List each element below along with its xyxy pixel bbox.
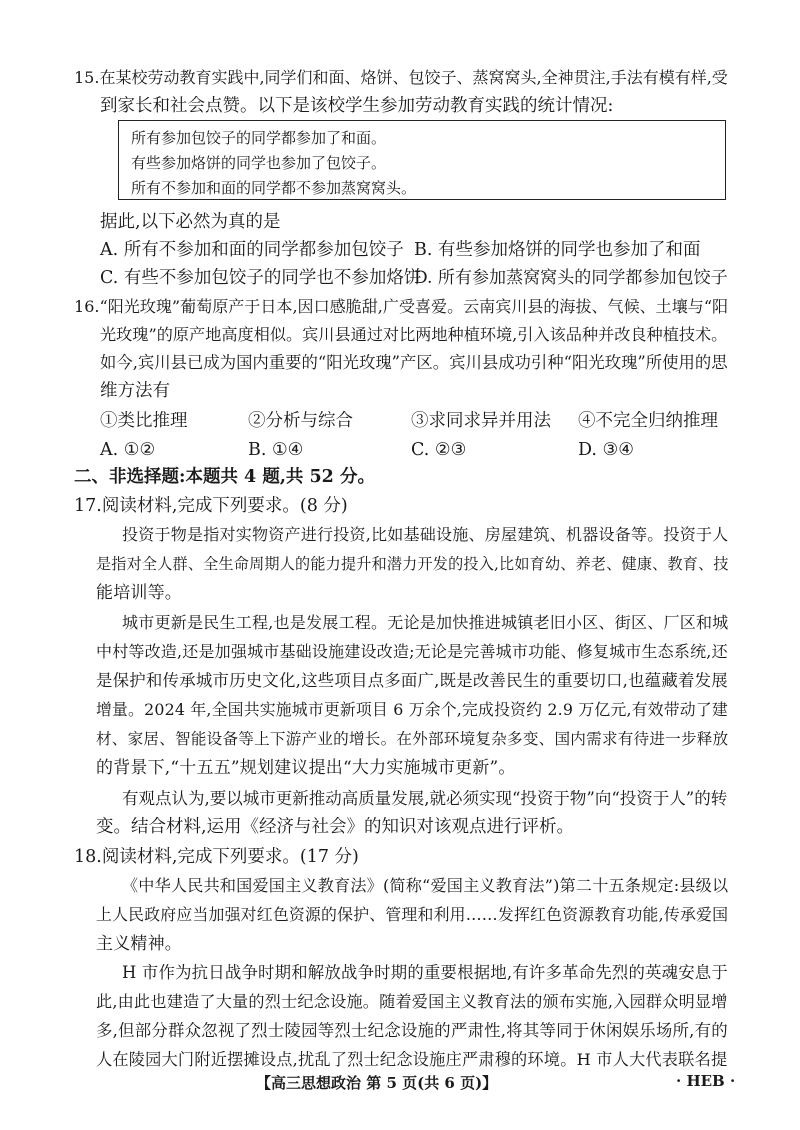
q17-p2-line5: 材、家居、智能设备等上下游产业的增长。在外部环境复杂多变、国内需求有待进一步释放 [96, 730, 729, 748]
q17-p1-line1: 投资于物是指对实物资产进行投资,比如基础设施、房屋建筑、机器设备等。投资于人 [122, 525, 729, 544]
q15-option-a: A. 所有不参加和面的同学都参加包饺子 [100, 240, 404, 260]
box-statement-2: 有些参加烙饼的同学也参加了包饺子。 [131, 154, 387, 172]
q15-option-d: D. 所有参加蒸窝窝头的同学都参加包饺子 [414, 268, 728, 288]
q17-p3-line2: 变。结合材料,运用《经济与社会》的知识对该观点进行评析。 [96, 817, 575, 837]
q16-item-3: ③求同求异并用法 [411, 411, 551, 431]
q16-item-2: ②分析与综合 [248, 411, 353, 431]
page-footer: 【高三思想政治 第 5 页(共 6 页)】 [256, 1074, 498, 1092]
q16-item-1: ①类比推理 [100, 411, 188, 431]
q16-option-a: A. ①② [100, 440, 156, 460]
q18-p2-line2: 此,由此也建造了大量的烈士纪念设施。随着爱国主义教育法的颁布实施,入园群众明显增 [96, 992, 728, 1011]
q18-p1-line2: 上人民政府应当加强对红色资源的保护、管理和利用……发挥红色资源教育功能,传承爱国 [96, 905, 729, 924]
q18-heading: 18.阅读材料,完成下列要求。(17 分) [74, 847, 359, 867]
q17-p2-line6: 的背景下,“十五五”规划建议提出“大力实施城市更新”。 [96, 758, 516, 778]
q16-line1: 16.“阳光玫瑰”葡萄原产于日本,因口感脆甜,广受喜爱。云南宾川县的海拔、气候、土壤与“阳 [74, 297, 729, 316]
q15-option-c: C. 有些不参加包饺子的同学也不参加烙饼 [100, 268, 422, 288]
q15-option-b: B. 有些参加烙饼的同学也参加了和面 [414, 240, 701, 260]
q17-heading: 17.阅读材料,完成下列要求。(8 分) [74, 496, 348, 516]
q16-option-c: C. ②③ [411, 440, 467, 460]
footer-code: · HEB · [676, 1072, 736, 1090]
q16-option-d: D. ③④ [578, 440, 634, 460]
q17-p1-line3: 能培训等。 [96, 583, 182, 603]
section-2-heading: 二、非选择题:本题共 4 题,共 52 分。 [74, 467, 375, 487]
q18-p1-line3: 主义精神。 [96, 934, 182, 954]
q18-p2-line1: H 市作为抗日战争时期和解放战争时期的重要根据地,有许多革命先烈的英魂安息于 [122, 963, 728, 982]
q17-p1-line2: 是指对全人群、全生命周期人的能力提升和潜力开发的投入,比如育幼、养老、健康、教育、技 [96, 555, 729, 573]
q16-option-b: B. ①④ [248, 440, 304, 460]
q15-line2: 到家长和社会点赞。以下是该校学生参加劳动教育实践的统计情况: [100, 96, 614, 116]
statistics-box [118, 120, 726, 200]
q17-p2-line3: 是保护和传承城市历史文化,这些项目点多面广,既是改善民生的重要切口,也蕴藏着发展 [96, 671, 728, 690]
q16-line3: 如今,宾川县已成为国内重要的“阳光玫瑰”产区。宾川县成功引种“阳光玫瑰”所使用的思 [100, 353, 728, 372]
box-statement-1: 所有参加包饺子的同学都参加了和面。 [131, 129, 387, 147]
q17-p2-line4: 增量。2024 年,全国共实施城市更新项目 6 万余个,完成投资约 2.9 万亿元,有效带动了建 [96, 700, 728, 719]
q17-p3-line1: 有观点认为,要以城市更新推动高质量发展,就必须实现“投资于物”向“投资于人”的转 [122, 789, 728, 808]
q18-p1-line1: 《中华人民共和国爱国主义教育法》(简称“爱国主义教育法”)第二十五条规定:县级以 [122, 876, 729, 895]
q15-stem: 据此,以下必然为真的是 [100, 212, 281, 232]
q17-p2-line2: 中村等改造,还是加强城市基础设施建设改造;无论是完善城市功能、修复城市生态系统,还 [96, 642, 728, 661]
q16-line2: 光玫瑰”的原产地高度相似。宾川县通过对比两地种植环境,引入该品种并改良种植技术。 [100, 325, 728, 344]
q18-p2-line4: 人在陵园大门附近摆摊设点,扰乱了烈士纪念设施庄严肃穆的环境。H 市人大代表联名提 [96, 1050, 728, 1069]
q16-line4: 维方法有 [100, 381, 170, 401]
q15-line1: 15.在某校劳动教育实践中,同学们和面、烙饼、包饺子、蒸窝窝头,全神贯注,手法有模有样,受 [74, 68, 728, 87]
q18-p2-line3: 多,但部分群众忽视了烈士陵园等烈士纪念设施的严肃性,将其等同于休闲娱乐场所,有的 [96, 1021, 728, 1040]
q17-p2-line1: 城市更新是民生工程,也是发展工程。无论是加快推进城镇老旧小区、街区、厂区和城 [122, 613, 729, 632]
q16-item-4: ④不完全归纳推理 [578, 411, 718, 431]
box-statement-3: 所有不参加和面的同学都不参加蒸窝窝头。 [131, 179, 417, 197]
